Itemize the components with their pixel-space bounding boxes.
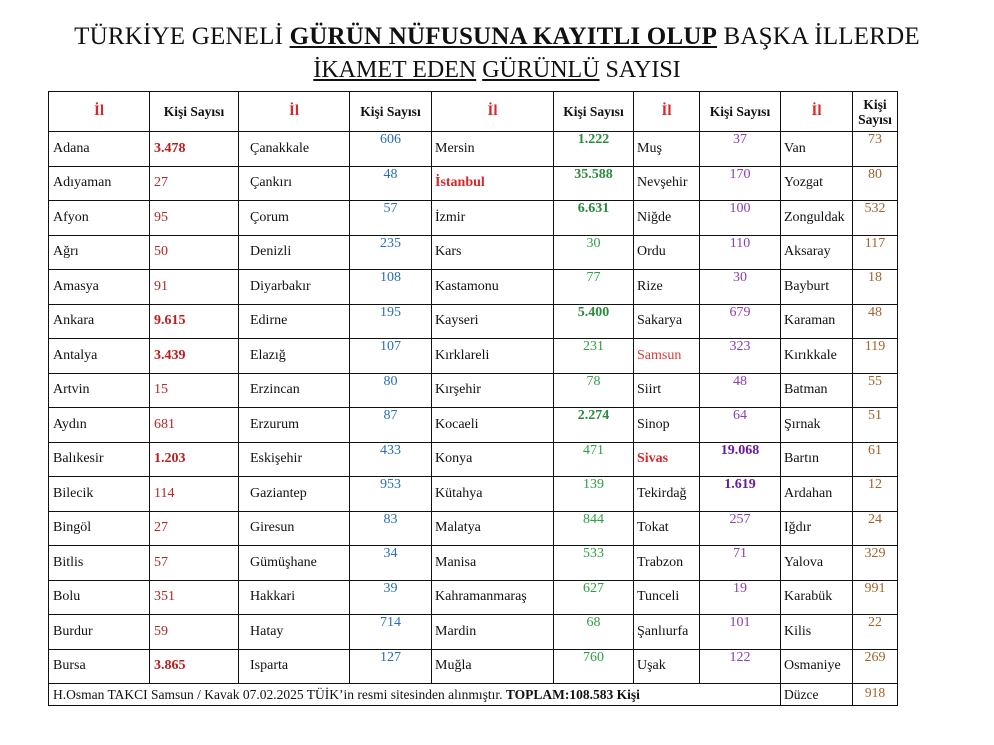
population-value: 39 — [350, 580, 432, 615]
population-value: 19 — [700, 580, 781, 615]
province-name: Iğdır — [781, 511, 853, 546]
province-name: Ankara — [49, 304, 150, 339]
table-row — [49, 649, 898, 684]
province-name: Manisa — [432, 546, 554, 581]
population-value: 2.274 — [554, 408, 634, 443]
population-value: 48 — [700, 373, 781, 408]
province-name: Çankırı — [239, 166, 350, 201]
province-name: Afyon — [49, 201, 150, 236]
population-value: 55 — [853, 373, 898, 408]
population-value: 108 — [350, 270, 432, 305]
population-value: 19.068 — [700, 442, 781, 477]
population-value: 80 — [350, 373, 432, 408]
population-value: 30 — [700, 270, 781, 305]
population-value: 68 — [554, 615, 634, 650]
province-name: Sakarya — [634, 304, 700, 339]
province-name: Balıkesir — [49, 442, 150, 477]
population-value: 34 — [350, 546, 432, 581]
population-value: 127 — [350, 649, 432, 684]
table-row — [49, 580, 898, 615]
province-name: Artvin — [49, 373, 150, 408]
province-name: Tekirdağ — [634, 477, 700, 512]
table-row — [49, 442, 898, 477]
province-name: Şırnak — [781, 408, 853, 443]
population-value: 119 — [853, 339, 898, 374]
population-value: 114 — [150, 477, 239, 512]
province-name: Bilecik — [49, 477, 150, 512]
population-value: 533 — [554, 546, 634, 581]
population-value: 91 — [150, 270, 239, 305]
province-name: Rize — [634, 270, 700, 305]
population-value: 195 — [350, 304, 432, 339]
province-name: Ardahan — [781, 477, 853, 512]
population-value: 101 — [700, 615, 781, 650]
population-value: 714 — [350, 615, 432, 650]
province-name: Bayburt — [781, 270, 853, 305]
population-value: 679 — [700, 304, 781, 339]
province-name: Denizli — [239, 235, 350, 270]
population-value: 59 — [150, 615, 239, 650]
population-value: 681 — [150, 408, 239, 443]
province-name: Trabzon — [634, 546, 700, 581]
population-value: 48 — [853, 304, 898, 339]
table-row — [49, 546, 898, 581]
footer-source: H.Osman TAKCI Samsun / Kavak 07.02.2025 TÜİK’in resmi sitesinden alınmıştır. — [53, 686, 506, 702]
province-name: Kahramanmaraş — [432, 580, 554, 615]
province-name: Yozgat — [781, 166, 853, 201]
population-value: 606 — [350, 132, 432, 167]
province-name: Mardin — [432, 615, 554, 650]
province-name: Gaziantep — [239, 477, 350, 512]
population-value: 1.619 — [700, 477, 781, 512]
province-name: Aksaray — [781, 235, 853, 270]
population-value: 73 — [853, 132, 898, 167]
province-name: Samsun — [634, 339, 700, 374]
table-row — [49, 408, 898, 443]
table-row — [49, 373, 898, 408]
province-name: Kilis — [781, 615, 853, 650]
population-value: 760 — [554, 649, 634, 684]
province-name: Sinop — [634, 408, 700, 443]
population-value: 953 — [350, 477, 432, 512]
province-name: Uşak — [634, 649, 700, 684]
province-name: Bitlis — [49, 546, 150, 581]
province-name: Kastamonu — [432, 270, 554, 305]
population-value: 3.865 — [150, 649, 239, 684]
province-name: Hakkari — [239, 580, 350, 615]
header-kisi-sayisi-2: Kişi Sayısı — [350, 92, 432, 132]
province-name: Edirne — [239, 304, 350, 339]
province-name: Yalova — [781, 546, 853, 581]
population-value: 107 — [350, 339, 432, 374]
table-row — [49, 304, 898, 339]
title-part-1: TÜRKİYE GENELİ — [74, 23, 290, 50]
header-kisi-sayisi-1: Kişi Sayısı — [150, 92, 239, 132]
population-value: 269 — [853, 649, 898, 684]
population-value: 3.439 — [150, 339, 239, 374]
province-name: Şanlıurfa — [634, 615, 700, 650]
population-value: 18 — [853, 270, 898, 305]
province-name: Amasya — [49, 270, 150, 305]
population-value: 5.400 — [554, 304, 634, 339]
province-name: Erzurum — [239, 408, 350, 443]
population-value: 37 — [700, 132, 781, 167]
province-name: Kayseri — [432, 304, 554, 339]
population-value: 110 — [700, 235, 781, 270]
population-value: 329 — [853, 546, 898, 581]
subtitle-part-3: GÜRÜNLÜ — [482, 57, 600, 83]
population-value: 57 — [350, 201, 432, 236]
population-value: 22 — [853, 615, 898, 650]
header-kisi-sayisi-4: Kişi Sayısı — [700, 92, 781, 132]
province-name: Karabük — [781, 580, 853, 615]
table-row — [49, 339, 898, 374]
header-kisi-sayisi-5: Kişi Sayısı — [853, 92, 898, 132]
province-name: Batman — [781, 373, 853, 408]
header-il-1: İl — [49, 92, 150, 132]
header-kisi-sayisi-3: Kişi Sayısı — [554, 92, 634, 132]
table-row — [49, 132, 898, 167]
population-value: 6.631 — [554, 201, 634, 236]
province-name: Kırşehir — [432, 373, 554, 408]
province-name: Kütahya — [432, 477, 554, 512]
population-value: 100 — [700, 201, 781, 236]
province-name: Tunceli — [634, 580, 700, 615]
province-name: Kırklareli — [432, 339, 554, 374]
province-name: Karaman — [781, 304, 853, 339]
population-value: 35.588 — [554, 166, 634, 201]
population-value: 27 — [150, 166, 239, 201]
province-name: İzmir — [432, 201, 554, 236]
population-value: 61 — [853, 442, 898, 477]
footer-last-value: 918 — [853, 684, 898, 706]
population-value: 15 — [150, 373, 239, 408]
population-value: 78 — [554, 373, 634, 408]
province-name: Bursa — [49, 649, 150, 684]
province-name: Tokat — [634, 511, 700, 546]
population-value: 50 — [150, 235, 239, 270]
population-value: 844 — [554, 511, 634, 546]
population-value: 51 — [853, 408, 898, 443]
province-name: Kars — [432, 235, 554, 270]
population-value: 48 — [350, 166, 432, 201]
population-value: 433 — [350, 442, 432, 477]
table-row — [49, 166, 898, 201]
population-value: 12 — [853, 477, 898, 512]
footer-total: TOPLAM:108.583 Kişi — [505, 686, 640, 702]
header-il-4: İl — [634, 92, 700, 132]
population-value: 80 — [853, 166, 898, 201]
province-name: Mersin — [432, 132, 554, 167]
province-name: İstanbul — [432, 166, 554, 201]
province-name: Bolu — [49, 580, 150, 615]
population-value: 351 — [150, 580, 239, 615]
population-value: 170 — [700, 166, 781, 201]
province-name: Isparta — [239, 649, 350, 684]
population-value: 231 — [554, 339, 634, 374]
population-value: 24 — [853, 511, 898, 546]
province-name: Nevşehir — [634, 166, 700, 201]
province-name: Van — [781, 132, 853, 167]
province-name: Osmaniye — [781, 649, 853, 684]
province-name: Hatay — [239, 615, 350, 650]
province-name: Sivas — [634, 442, 700, 477]
population-value: 1.222 — [554, 132, 634, 167]
population-value: 57 — [150, 546, 239, 581]
province-name: Konya — [432, 442, 554, 477]
table-header-row — [49, 92, 898, 132]
province-name: Gümüşhane — [239, 546, 350, 581]
province-name: Diyarbakır — [239, 270, 350, 305]
footer-last-name: Düzce — [781, 684, 853, 706]
population-value: 1.203 — [150, 442, 239, 477]
province-name: Bartın — [781, 442, 853, 477]
table-row — [49, 270, 898, 305]
province-name: Burdur — [49, 615, 150, 650]
population-value: 71 — [700, 546, 781, 581]
population-value: 323 — [700, 339, 781, 374]
province-name: Bingöl — [49, 511, 150, 546]
population-value: 27 — [150, 511, 239, 546]
province-name: Çanakkale — [239, 132, 350, 167]
population-value: 30 — [554, 235, 634, 270]
title-part-2: GÜRÜN NÜFUSUNA KAYITLI OLUP — [289, 23, 718, 50]
province-name: Eskişehir — [239, 442, 350, 477]
table-row — [49, 615, 898, 650]
province-name: Ağrı — [49, 235, 150, 270]
province-name: Muğla — [432, 649, 554, 684]
population-value: 3.478 — [150, 132, 239, 167]
subtitle-part-1: İKAMET EDEN — [313, 57, 477, 83]
population-value: 9.615 — [150, 304, 239, 339]
population-value: 991 — [853, 580, 898, 615]
page-subtitle — [0, 56, 994, 84]
table-row — [49, 511, 898, 546]
province-name: Muş — [634, 132, 700, 167]
population-value: 257 — [700, 511, 781, 546]
province-name: Adana — [49, 132, 150, 167]
population-value: 117 — [853, 235, 898, 270]
province-name: Kocaeli — [432, 408, 554, 443]
population-value: 83 — [350, 511, 432, 546]
province-name: Ordu — [634, 235, 700, 270]
header-il-2: İl — [239, 92, 350, 132]
population-value: 77 — [554, 270, 634, 305]
table-row — [49, 477, 898, 512]
population-table — [48, 91, 898, 706]
province-name: Adıyaman — [49, 166, 150, 201]
table-body — [49, 132, 898, 684]
population-value: 235 — [350, 235, 432, 270]
population-value: 139 — [554, 477, 634, 512]
population-value: 627 — [554, 580, 634, 615]
title-part-3: BAŞKA İLLERDE — [717, 23, 920, 50]
province-name: Antalya — [49, 339, 150, 374]
province-name: Malatya — [432, 511, 554, 546]
province-name: Elazığ — [239, 339, 350, 374]
province-name: Siirt — [634, 373, 700, 408]
province-name: Erzincan — [239, 373, 350, 408]
population-value: 87 — [350, 408, 432, 443]
footer-row — [49, 684, 898, 706]
population-value: 95 — [150, 201, 239, 236]
table-row — [49, 235, 898, 270]
subtitle-part-4: SAYISI — [599, 57, 681, 83]
header-il-3: İl — [432, 92, 554, 132]
header-il-5: İl — [781, 92, 853, 132]
page-title — [0, 22, 994, 52]
province-name: Kırıkkale — [781, 339, 853, 374]
province-name: Niğde — [634, 201, 700, 236]
population-value: 532 — [853, 201, 898, 236]
province-name: Zonguldak — [781, 201, 853, 236]
province-name: Aydın — [49, 408, 150, 443]
population-value: 471 — [554, 442, 634, 477]
population-value: 64 — [700, 408, 781, 443]
table-row — [49, 201, 898, 236]
province-name: Giresun — [239, 511, 350, 546]
footer-note — [49, 684, 781, 706]
province-name: Çorum — [239, 201, 350, 236]
population-value: 122 — [700, 649, 781, 684]
